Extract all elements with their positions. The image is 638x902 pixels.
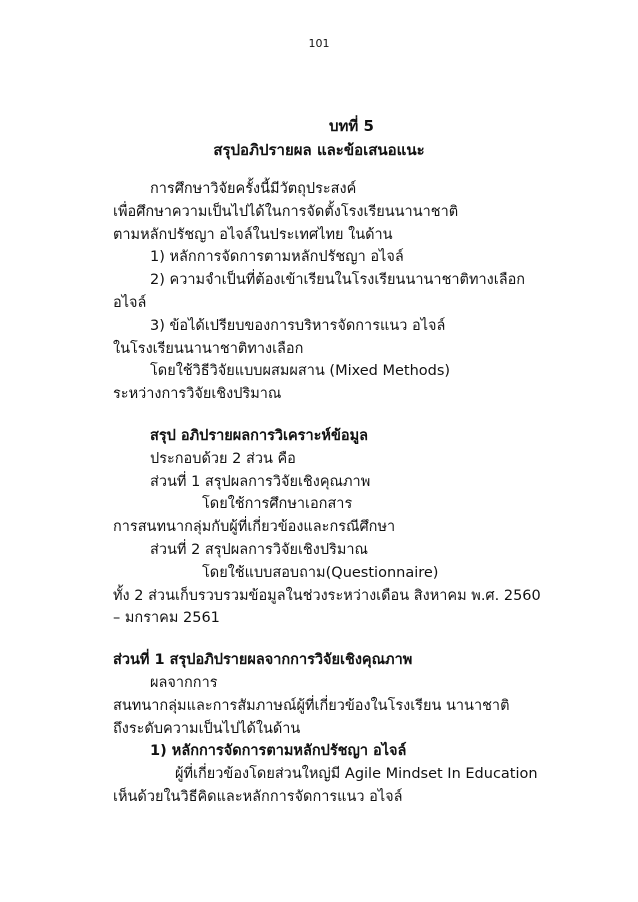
text-line: ระหว่างการวิจัยเชิงปริมาณ — [113, 386, 282, 403]
text-line: ส่วนที่ 1 สรุปผลการวิจัยเชิงคุณภาพ — [150, 473, 371, 490]
chapter-heading — [0, 114, 638, 162]
text-line: ส่วนที่ 1 สรุปอภิปรายผลจากการวิจัยเชิงคุณภาพ — [113, 652, 413, 669]
page-number: 101 — [308, 37, 330, 50]
text-line: – มกราคม 2561 — [113, 610, 220, 627]
text-line: โดยใช้การศึกษาเอกสาร — [202, 496, 353, 513]
text-line: เห็นด้วยในวิธีคิดและหลักการจัดการแนว อไจล์ — [113, 789, 403, 805]
text-line: เพื่อศึกษาความเป็นไปได้ในการจัดตั้งโรงเรียนนานาชาติ — [113, 203, 459, 220]
text-line: ตามหลักปรัชญา อไจล์ในประเทศไทย ในด้าน — [113, 226, 393, 243]
chapter-number: บทที่ 5 — [329, 117, 374, 135]
text-line: ถึงระดับความเป็นไปได้ในด้าน — [113, 720, 301, 737]
text-line: ในโรงเรียนนานาชาติทางเลือก — [113, 340, 304, 357]
text-line: โดยใช้วิธีวิจัยแบบผสมผสาน (Mixed Methods) — [150, 363, 451, 380]
text-line: ผลจากการ — [150, 675, 218, 691]
text-line: สรุป อภิปรายผลการวิเคราะห์ข้อมูล — [150, 428, 369, 444]
text-line: สนทนากลุ่มและการสัมภาษณ์ผู้ที่เกี่ยวข้องในโรงเรียน นานาชาติ — [113, 697, 510, 714]
text-line: 1) หลักการจัดการตามหลักปรัชญา อไจล์ — [150, 249, 404, 266]
chapter-title: สรุปอภิปรายผล และข้อเสนอแนะ — [213, 141, 425, 159]
text-line: 1) หลักการจัดการตามหลักปรัชญา อไจล์ — [150, 743, 407, 760]
text-line: ทั้ง 2 ส่วนเก็บรวบรวมข้อมูลในช่วงระหว่างเดือน สิงหาคม พ.ศ. 2560 — [113, 587, 541, 604]
text-line: การสนทนากลุ่มกับผู้ที่เกี่ยวข้องและกรณีศึกษา — [113, 519, 396, 536]
text-line: ประกอบด้วย 2 ส่วน คือ — [150, 450, 296, 467]
text-line: โดยใช้แบบสอบถาม(Questionnaire) — [202, 564, 439, 581]
text-line: อไจล์ — [113, 295, 147, 311]
text-line: 3) ข้อได้เปรียบของการบริหารจัดการแนว อไจล์ — [150, 317, 446, 334]
text-line: 2) ความจำเป็นที่ต้องเข้าเรียนในโรงเรียนนานาชาติทางเลือก — [150, 272, 526, 289]
text-line: ส่วนที่ 2 สรุปผลการวิจัยเชิงปริมาณ — [150, 542, 368, 558]
text-line: ผู้ที่เกี่ยวข้องโดยส่วนใหญ่มี Agile Mindset In Education — [175, 766, 538, 783]
text-line: การศึกษาวิจัยครั้งนี้มีวัตถุประสงค์ — [150, 181, 357, 197]
